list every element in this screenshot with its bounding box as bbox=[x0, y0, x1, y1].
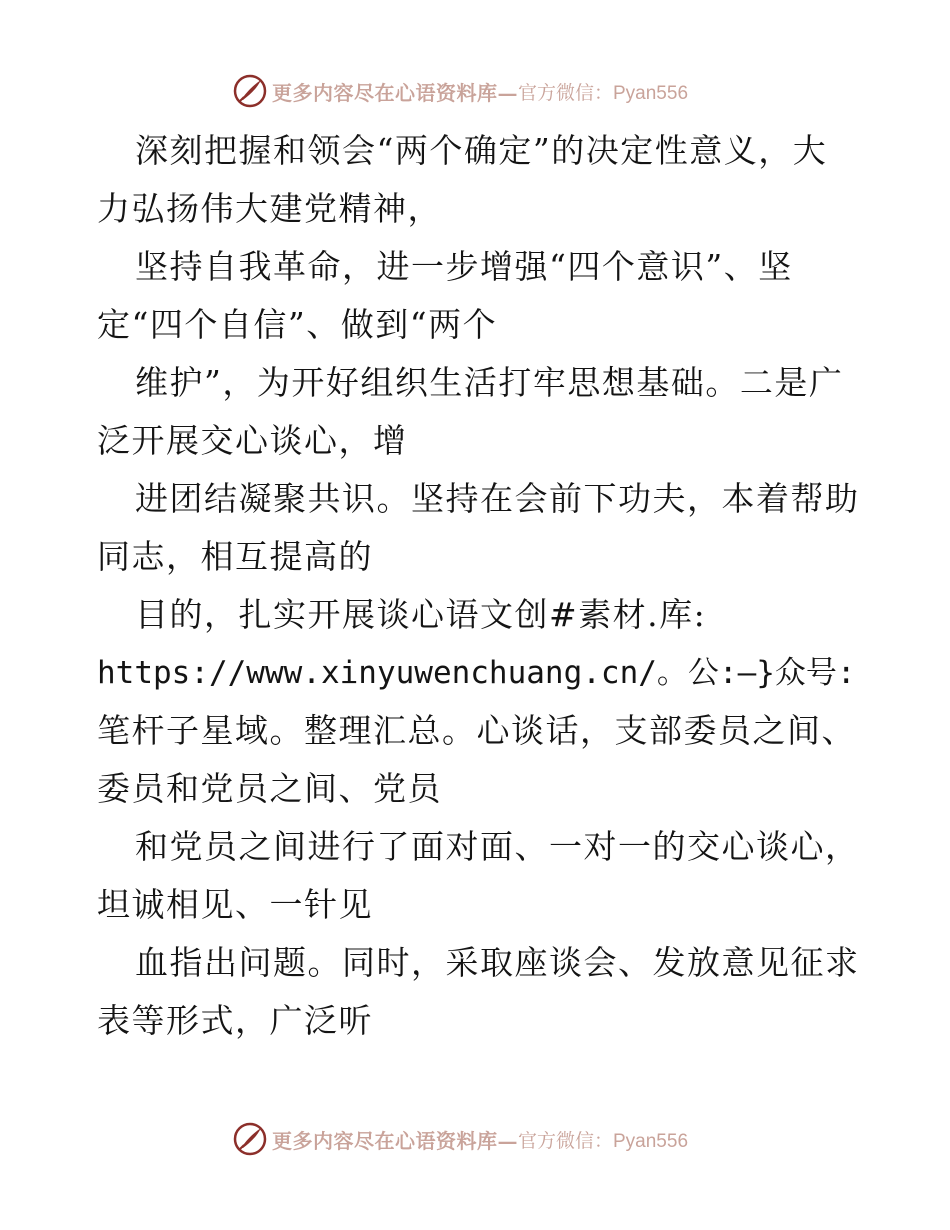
text-line: 坦诚相见、一针见 bbox=[97, 885, 373, 924]
header-banner-text: 更多内容尽在心语资料库— bbox=[272, 80, 518, 105]
text-line: 定“四个自信”、做到“两个 bbox=[97, 305, 498, 344]
text-line: 表等形式，广泛听 bbox=[97, 1001, 373, 1040]
text-line: 目的，扎实开展谈心语文创#素材.库: bbox=[135, 595, 707, 634]
text-line: 深刻把握和领会“两个确定”的决定性意义，大 bbox=[135, 131, 828, 170]
header-banner-contact: 官方微信：Pyan556 bbox=[518, 82, 689, 104]
text-line: 血指出问题。同时，采取座谈会、发放意见征求 bbox=[135, 943, 860, 982]
quill-logo-icon bbox=[232, 1121, 268, 1157]
text-line: 泛开展交心谈心，增 bbox=[97, 421, 408, 460]
footer-banner-contact: 官方微信：Pyan556 bbox=[518, 1130, 689, 1152]
text-line: 同志，相互提高的 bbox=[97, 537, 373, 576]
text-line: 委员和党员之间、党员 bbox=[97, 769, 442, 808]
text-line: 进团结凝聚共识。坚持在会前下功夫，本着帮助 bbox=[135, 479, 860, 518]
footer-watermark-banner bbox=[232, 1119, 752, 1159]
document-body bbox=[97, 122, 867, 1050]
footer-banner-text: 更多内容尽在心语资料库— bbox=[272, 1128, 518, 1153]
text-line: 和党员之间进行了面对面、一对一的交心谈心， bbox=[135, 827, 860, 866]
text-line: 坚持自我革命，进一步增强“四个意识”、坚 bbox=[135, 247, 793, 286]
text-line: 笔杆子星域。整理汇总。心谈话，支部委员之间、 bbox=[97, 711, 856, 750]
text-line: 维护”，为开好组织生活打牢思想基础。二是广 bbox=[135, 363, 844, 402]
quill-logo-icon bbox=[232, 73, 268, 109]
url-text-line: https://www.xinyuwenchuang.cn/。公:—}众号: bbox=[97, 655, 856, 691]
header-watermark-banner bbox=[232, 71, 752, 111]
text-line: 力弘扬伟大建党精神， bbox=[97, 189, 442, 228]
